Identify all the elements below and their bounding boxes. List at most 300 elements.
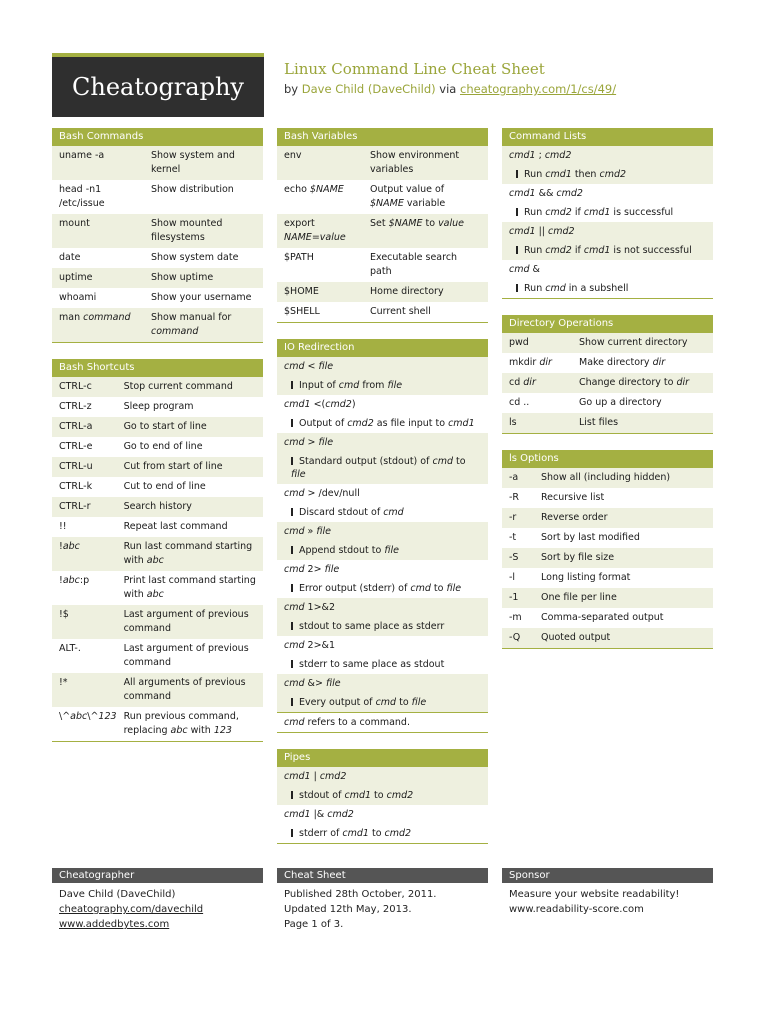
command-description — [277, 452, 488, 484]
section-command-lists — [502, 128, 713, 299]
desc-part: cmd1 — [583, 245, 611, 256]
desc-part: cmd1 — [448, 418, 475, 429]
key-part: \^ — [87, 711, 99, 722]
shortcut — [52, 537, 117, 571]
table-row — [52, 288, 263, 308]
desc-part: cmd2 — [599, 169, 627, 180]
section-title: Bash Variables — [277, 128, 488, 146]
description: Go up a directory — [572, 393, 713, 413]
bullet-icon — [291, 508, 293, 516]
cmd-part: < — [304, 361, 319, 372]
command-line — [277, 636, 488, 655]
variable — [277, 180, 363, 214]
cmd-part: file — [316, 526, 331, 537]
desc-part: from — [359, 380, 388, 391]
command-line — [277, 767, 488, 786]
key-part: :p — [79, 575, 90, 586]
command-description — [502, 165, 713, 184]
section-ls-options — [502, 450, 713, 649]
bullet-icon — [291, 622, 293, 630]
key-part: abc — [70, 711, 88, 722]
shortcut: CTRL-c — [52, 377, 117, 397]
directory-operations-table — [502, 333, 713, 433]
cmd-part: cmd1 — [509, 226, 536, 237]
desc-part: command — [151, 326, 199, 337]
section-title: ls Options — [502, 450, 713, 468]
table-row — [502, 588, 713, 608]
table-row — [52, 673, 263, 707]
desc-part: to — [371, 790, 387, 801]
cmd-part: cmd1 — [509, 188, 536, 199]
description: Executable search path — [363, 248, 488, 282]
cmd-part: 1>&2 — [304, 602, 335, 613]
description: Show system date — [144, 248, 263, 268]
table-row — [52, 639, 263, 673]
option: -l — [502, 568, 534, 588]
bullet-icon — [291, 660, 293, 668]
footer-body — [277, 883, 488, 936]
desc-part: Input of — [299, 380, 339, 391]
cmd-part: ) — [351, 399, 356, 410]
table-row — [502, 468, 713, 488]
desc-part: stderr to same place as stdout — [299, 659, 445, 670]
command: uname -a — [52, 146, 144, 180]
desc-part: Output of — [299, 418, 348, 429]
section-note — [277, 712, 488, 732]
command-line — [502, 184, 713, 203]
column-2 — [277, 127, 488, 860]
cmd-part: 2> — [304, 564, 325, 575]
table-row — [502, 373, 713, 393]
shortcut: ALT-. — [52, 639, 117, 673]
desc-part: if — [571, 245, 584, 256]
description: Go to start of line — [117, 417, 263, 437]
description: Home directory — [363, 282, 488, 302]
bullet-icon — [291, 584, 293, 592]
description — [572, 353, 713, 373]
command-description — [277, 414, 488, 433]
desc-part: Run — [524, 207, 546, 218]
description: Comma-separated output — [534, 608, 713, 628]
cmd-part: cmd2 — [544, 150, 572, 161]
command-line — [277, 598, 488, 617]
table-row — [277, 302, 488, 322]
cmd-part: cmd1 — [284, 809, 311, 820]
desc-part: Change directory to — [579, 377, 677, 388]
description — [144, 308, 263, 342]
desc-part: abc — [146, 589, 164, 600]
desc-part: cmd2 — [386, 790, 414, 801]
cmd-part: cmd — [284, 437, 305, 448]
desc-part: stdout of — [299, 790, 345, 801]
section-io-redirection — [277, 339, 488, 733]
command: date — [52, 248, 144, 268]
cmd-part: cmd2 — [556, 188, 583, 199]
desc-part: $NAME — [388, 218, 423, 229]
command-line — [502, 222, 713, 241]
description: All arguments of previous command — [117, 673, 263, 707]
description — [572, 373, 713, 393]
cmd-part: command — [83, 312, 131, 323]
cmd-part: && — [535, 188, 557, 199]
description: Long listing format — [534, 568, 713, 588]
table-row — [277, 146, 488, 180]
desc-part: to — [396, 697, 412, 708]
table-row — [52, 146, 263, 180]
option: -m — [502, 608, 534, 628]
cmd-part: cd — [509, 377, 524, 388]
cmd-part: cmd2 — [325, 399, 352, 410]
shortcut: !* — [52, 673, 117, 707]
table-row — [52, 457, 263, 477]
desc-part: then — [571, 169, 600, 180]
desc-part: Error output (stderr) of — [299, 583, 411, 594]
desc-part: Set — [370, 218, 389, 229]
footer-cheat-sheet — [277, 868, 488, 936]
table-row — [52, 537, 263, 571]
command-description — [277, 655, 488, 674]
variable — [277, 214, 363, 248]
desc-part: Run — [524, 283, 546, 294]
column-3 — [502, 127, 713, 665]
desc-part: cmd1 — [344, 790, 372, 801]
cmd-part: cmd — [284, 640, 305, 651]
description: Search history — [117, 497, 263, 517]
variable: $HOME — [277, 282, 363, 302]
cmd-part: > /dev/null — [304, 488, 360, 499]
cmd-part: file — [318, 437, 334, 448]
cmd-part: cmd — [284, 678, 305, 689]
command-line — [502, 260, 713, 279]
section-title: Bash Shortcuts — [52, 359, 263, 377]
table-row — [52, 707, 263, 741]
bullet-icon — [516, 246, 518, 254]
desc-part: abc — [146, 555, 164, 566]
cmd-part: man — [59, 312, 84, 323]
description: Show uptime — [144, 268, 263, 288]
updated-date: Updated 12th May, 2013. — [284, 904, 412, 915]
command: ls — [502, 413, 572, 433]
description: Current shell — [363, 302, 488, 322]
command — [502, 373, 572, 393]
var-part: $NAME — [309, 184, 344, 195]
byline-via: via — [439, 82, 457, 96]
section-bash-variables — [277, 128, 488, 323]
cmd-part: <( — [310, 399, 326, 410]
footer-title: Cheat Sheet — [277, 868, 488, 883]
desc-part: abc — [170, 725, 188, 736]
command-description — [277, 786, 488, 805]
table-row — [52, 248, 263, 268]
desc-part: Append stdout to — [299, 545, 385, 556]
table-row — [502, 413, 713, 433]
command-description — [277, 617, 488, 636]
cmd-part: cmd1 — [284, 771, 311, 782]
desc-part: Run — [524, 169, 546, 180]
bash-commands-table — [52, 146, 263, 342]
table-row — [52, 397, 263, 417]
key-part: abc — [62, 541, 80, 552]
cmd-part: ; — [535, 150, 545, 161]
description: Last argument of previous command — [117, 639, 263, 673]
cmd-part: mkdir — [509, 357, 540, 368]
author-profile-link[interactable]: cheatography.com/davechild — [59, 904, 204, 915]
command-line — [277, 522, 488, 541]
description: Last argument of previous command — [117, 605, 263, 639]
table-row — [502, 608, 713, 628]
command-line — [277, 395, 488, 414]
table-row — [502, 353, 713, 373]
desc-part: is successful — [610, 207, 674, 218]
section-title: Pipes — [277, 749, 488, 767]
description — [117, 571, 263, 605]
source-link[interactable]: cheatography.com/1/cs/49/ — [460, 82, 617, 96]
shortcut: CTRL-u — [52, 457, 117, 477]
table-row — [502, 508, 713, 528]
desc-part: file — [446, 583, 462, 594]
cmd-part: cmd2 — [327, 809, 354, 820]
description: Cut from start of line — [117, 457, 263, 477]
command — [52, 308, 144, 342]
desc-part: cmd2 — [347, 418, 374, 429]
footer-sponsor — [502, 868, 713, 921]
key-part: ! — [59, 575, 63, 586]
option: -a — [502, 468, 534, 488]
bullet-icon — [516, 170, 518, 178]
cmd-part: 2>&1 — [304, 640, 335, 651]
option: -R — [502, 488, 534, 508]
table-row — [277, 180, 488, 214]
command-description — [502, 203, 713, 222]
command: pwd — [502, 333, 572, 353]
description: Show all (including hidden) — [534, 468, 713, 488]
description: Repeat last command — [117, 517, 263, 537]
cmd-part: cmd — [284, 526, 305, 537]
bullet-icon — [516, 284, 518, 292]
section-title: IO Redirection — [277, 339, 488, 357]
desc-part: dir — [652, 357, 666, 368]
description: Sleep program — [117, 397, 263, 417]
cmd-part: file — [324, 564, 340, 575]
desc-part: Output value of — [370, 184, 445, 195]
desc-part: file — [384, 545, 399, 556]
cmd-part: cmd — [284, 564, 305, 575]
command: mount — [52, 214, 144, 248]
bash-shortcuts-table — [52, 377, 263, 741]
desc-part: cmd — [410, 583, 431, 594]
cmd-part: | — [310, 771, 320, 782]
desc-part: Standard output (stdout) of — [299, 456, 433, 467]
option: -Q — [502, 628, 534, 648]
table-row — [277, 248, 488, 282]
command: uptime — [52, 268, 144, 288]
sponsor-link[interactable]: www.readability-score.com — [509, 904, 644, 915]
bullet-icon — [291, 457, 293, 465]
command-line — [502, 146, 713, 165]
desc-part: to — [452, 456, 466, 467]
ls-options-table — [502, 468, 713, 648]
command-line — [277, 357, 488, 376]
description: Sort by last modified — [534, 528, 713, 548]
desc-part: Every output of — [299, 697, 376, 708]
table-row — [52, 477, 263, 497]
desc-part: cmd — [432, 456, 453, 467]
desc-part: Discard stdout of — [299, 507, 384, 518]
cmd-part: & — [529, 264, 540, 275]
desc-part: file — [411, 697, 427, 708]
table-row — [502, 628, 713, 648]
cmd-part: |& — [310, 809, 328, 820]
var-part: value — [319, 232, 346, 243]
desc-part: cmd1 — [583, 207, 611, 218]
bash-variables-table — [277, 146, 488, 322]
key-part: ! — [59, 541, 63, 552]
section-directory-operations — [502, 315, 713, 434]
desc-part: cmd2 — [545, 245, 572, 256]
desc-part: value — [438, 218, 465, 229]
command-line — [277, 484, 488, 503]
cmd-part: dir — [539, 357, 552, 368]
section-bash-shortcuts — [52, 359, 263, 742]
byline-by: by — [284, 82, 299, 96]
description: One file per line — [534, 588, 713, 608]
var-part: NAME — [284, 232, 312, 243]
author-website-link[interactable]: www.addedbytes.com — [59, 919, 170, 930]
table-row — [277, 282, 488, 302]
command-description — [277, 541, 488, 560]
command-description — [277, 693, 488, 712]
shortcut: CTRL-a — [52, 417, 117, 437]
cmd-part: file — [318, 361, 334, 372]
section-title: Bash Commands — [52, 128, 263, 146]
desc-part: cmd2 — [384, 828, 412, 839]
footer-body — [52, 883, 263, 936]
description: Cut to end of line — [117, 477, 263, 497]
desc-part: $NAME — [370, 198, 404, 209]
cmd-part: cmd1 — [284, 399, 311, 410]
desc-part: variable — [403, 198, 446, 209]
key-part: 123 — [98, 711, 117, 722]
desc-part: cmd1 — [545, 169, 572, 180]
table-row — [52, 605, 263, 639]
description: Stop current command — [117, 377, 263, 397]
key-part: \^ — [59, 711, 71, 722]
variable: env — [277, 146, 363, 180]
desc-part: stdout to same place as stderr — [299, 621, 445, 632]
var-part: echo — [284, 184, 310, 195]
table-row — [52, 308, 263, 342]
description: Quoted output — [534, 628, 713, 648]
cmd-part: dir — [523, 377, 536, 388]
cmd-part: &> — [304, 678, 326, 689]
footer-title: Cheatographer — [52, 868, 263, 883]
published-date: Published 28th October, 2011. — [284, 889, 437, 900]
description: Reverse order — [534, 508, 713, 528]
description: Show mounted filesystems — [144, 214, 263, 248]
command-line — [277, 805, 488, 824]
bullet-icon — [291, 381, 293, 389]
command-description — [277, 579, 488, 598]
description: List files — [572, 413, 713, 433]
desc-part: with — [187, 725, 214, 736]
desc-part: cmd — [383, 507, 404, 518]
desc-part: Show manual for — [151, 312, 232, 323]
desc-part: 123 — [213, 725, 232, 736]
desc-part: cmd — [545, 283, 566, 294]
command-description — [502, 279, 713, 298]
footer-body — [502, 883, 713, 921]
command-description — [277, 824, 488, 843]
desc-part: to — [422, 218, 439, 229]
shortcut: CTRL-z — [52, 397, 117, 417]
shortcut: CTRL-e — [52, 437, 117, 457]
bullet-icon — [291, 791, 293, 799]
section-pipes — [277, 749, 488, 844]
shortcut: !! — [52, 517, 117, 537]
cmd-part: file — [325, 678, 341, 689]
cheatography-logo: Cheatography — [52, 57, 264, 117]
table-row — [277, 214, 488, 248]
page-number: Page 1 of 3. — [284, 919, 344, 930]
description: Sort by file size — [534, 548, 713, 568]
desc-part: cmd — [375, 697, 397, 708]
variable: $SHELL — [277, 302, 363, 322]
table-row — [52, 517, 263, 537]
table-row — [52, 268, 263, 288]
footer-title: Sponsor — [502, 868, 713, 883]
description: Go to end of line — [117, 437, 263, 457]
desc-part: Print last command starting with — [123, 575, 256, 600]
cmd-part: cmd — [284, 602, 305, 613]
desc-part: Run previous command, replacing — [123, 711, 239, 736]
shortcut: !$ — [52, 605, 117, 639]
table-row — [502, 333, 713, 353]
table-row — [52, 180, 263, 214]
shortcut: CTRL-k — [52, 477, 117, 497]
table-row — [52, 417, 263, 437]
author-name: Dave Child (DaveChild) — [59, 889, 176, 900]
byline — [284, 82, 616, 96]
option: -t — [502, 528, 534, 548]
variable: $PATH — [277, 248, 363, 282]
note-part: cmd — [284, 717, 305, 728]
cmd-part: cmd2 — [548, 226, 575, 237]
sponsor-tagline: Measure your website readability! — [509, 889, 680, 900]
command: head -n1 /etc/issue — [52, 180, 144, 214]
cmd-part: || — [535, 226, 549, 237]
table-row — [502, 568, 713, 588]
cmd-part: cmd1 — [509, 150, 536, 161]
desc-part: stderr of — [299, 828, 343, 839]
table-row — [52, 571, 263, 605]
section-title: Directory Operations — [502, 315, 713, 333]
table-row — [502, 393, 713, 413]
cmd-part: > — [304, 437, 319, 448]
key-part: abc — [62, 575, 80, 586]
shortcut: CTRL-r — [52, 497, 117, 517]
desc-part: Run — [524, 245, 546, 256]
command-description — [277, 503, 488, 522]
desc-part: is not successful — [610, 245, 692, 256]
desc-part: Make directory — [579, 357, 653, 368]
table-row — [502, 548, 713, 568]
description: Recursive list — [534, 488, 713, 508]
description — [117, 707, 263, 741]
option: -1 — [502, 588, 534, 608]
author-link[interactable]: Dave Child (DaveChild) — [301, 82, 436, 96]
desc-part: to — [430, 583, 447, 594]
bullet-icon — [516, 208, 518, 216]
